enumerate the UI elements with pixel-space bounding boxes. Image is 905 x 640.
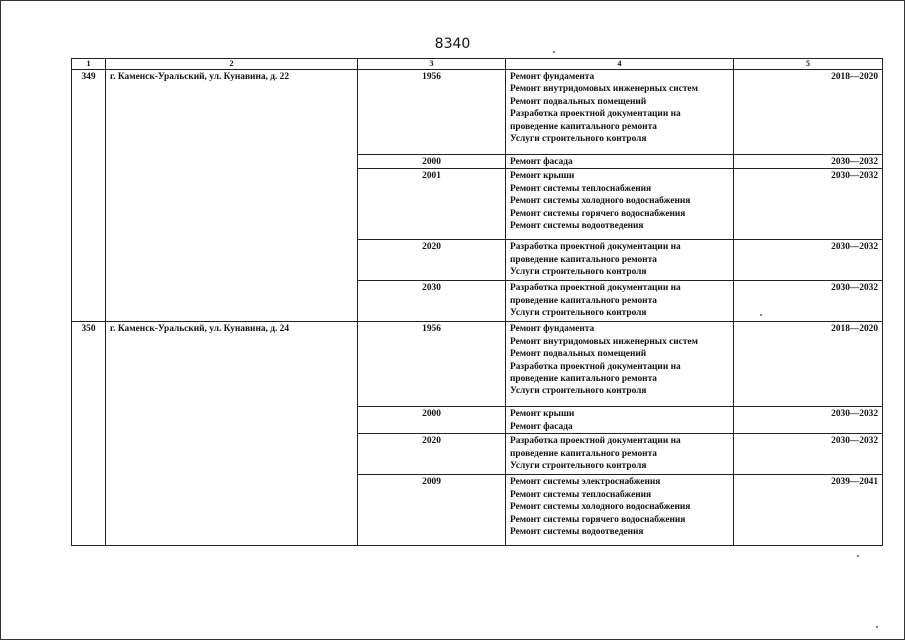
works-cell — [506, 70, 734, 155]
year-cell: 2000 — [358, 407, 506, 434]
scan-speck — [760, 314, 762, 316]
work-item: Услуги строительного контроля — [510, 386, 647, 397]
column-header: 3 — [358, 59, 506, 70]
column-header: 2 — [106, 59, 358, 70]
capital-repair-table — [71, 58, 883, 546]
work-item: проведение капитального ремонта — [510, 374, 657, 385]
entry-number: 350 — [72, 322, 106, 546]
column-header: 1 — [72, 59, 106, 70]
work-item: Ремонт системы горячего водоснабжения — [510, 208, 686, 219]
works-cell — [506, 155, 734, 169]
year-cell: 2020 — [358, 434, 506, 475]
work-item: Ремонт фасада — [510, 157, 573, 167]
works-cell — [506, 434, 734, 475]
work-item: Разработка проектной документации на — [510, 242, 681, 253]
work-item: Ремонт крыши — [510, 171, 575, 182]
work-item: Ремонт системы холодного водоснабжения — [510, 502, 691, 513]
period-cell: 2030—2032 — [734, 407, 883, 434]
works-cell — [506, 322, 734, 407]
work-item: Разработка проектной документации на — [510, 361, 681, 372]
work-item: Услуги строительного контроля — [510, 134, 647, 145]
scan-speck — [857, 555, 859, 557]
work-item: Ремонт системы горячего водоснабжения — [510, 514, 686, 525]
work-item: Услуги строительного контроля — [510, 308, 647, 319]
period-cell: 2030—2032 — [734, 240, 883, 281]
period-cell: 2018—2020 — [734, 322, 883, 407]
work-item: Ремонт фасада — [510, 421, 573, 432]
year-cell: 1956 — [358, 70, 506, 155]
work-item: Ремонт крыши — [510, 409, 575, 420]
year-cell: 2001 — [358, 169, 506, 240]
work-item: Ремонт системы теплоснабжения — [510, 183, 652, 194]
table-row — [72, 70, 883, 155]
page-number: 8340 — [434, 36, 471, 52]
work-item: Услуги строительного контроля — [510, 267, 647, 278]
work-item: Ремонт системы электроснабжения — [510, 477, 661, 488]
works-cell — [506, 407, 734, 434]
work-item: проведение капитального ремонта — [510, 121, 657, 132]
period-cell: 2018—2020 — [734, 70, 883, 155]
work-item: проведение капитального ремонта — [510, 295, 657, 306]
header-row — [72, 59, 883, 70]
work-item: проведение капитального ремонта — [510, 254, 657, 265]
period-cell: 2030—2032 — [734, 434, 883, 475]
work-item: Ремонт фундамента — [510, 324, 595, 335]
year-cell: 2030 — [358, 281, 506, 322]
works-cell — [506, 169, 734, 240]
work-item: Ремонт внутридомовых инженерных систем — [510, 336, 698, 347]
address-cell: г. Каменск-Уральский, ул. Кунавина, д. 24 — [106, 322, 358, 546]
work-item: Разработка проектной документации на — [510, 109, 681, 120]
works-cell — [506, 475, 734, 546]
column-header: 4 — [506, 59, 734, 70]
scan-speck — [876, 626, 878, 628]
address-cell: г. Каменск-Уральский, ул. Кунавина, д. 22 — [106, 70, 358, 322]
period-cell: 2030—2032 — [734, 281, 883, 322]
work-item: Ремонт системы теплоснабжения — [510, 489, 652, 500]
table-row — [72, 322, 883, 407]
works-cell — [506, 281, 734, 322]
work-item: Ремонт внутридомовых инженерных систем — [510, 84, 698, 95]
works-cell — [506, 240, 734, 281]
year-cell: 2009 — [358, 475, 506, 546]
work-item: Ремонт подвальных помещений — [510, 349, 647, 360]
work-item: Ремонт системы водоотведения — [510, 221, 644, 232]
work-item: Разработка проектной документации на — [510, 283, 681, 294]
column-header: 5 — [734, 59, 883, 70]
work-item: Разработка проектной документации на — [510, 436, 681, 447]
year-cell: 1956 — [358, 322, 506, 407]
work-item: Услуги строительного контроля — [510, 461, 647, 472]
year-cell: 2000 — [358, 155, 506, 169]
work-item: Ремонт подвальных помещений — [510, 96, 647, 107]
entry-number: 349 — [72, 70, 106, 322]
work-item: проведение капитального ремонта — [510, 448, 657, 459]
scan-speck — [553, 51, 555, 53]
work-item: Ремонт системы водоотведения — [510, 527, 644, 538]
period-cell: 2030—2032 — [734, 169, 883, 240]
period-cell: 2030—2032 — [734, 155, 883, 169]
period-cell: 2039—2041 — [734, 475, 883, 546]
work-item: Ремонт системы холодного водоснабжения — [510, 196, 691, 207]
work-item: Ремонт фундамента — [510, 72, 595, 82]
year-cell: 2020 — [358, 240, 506, 281]
